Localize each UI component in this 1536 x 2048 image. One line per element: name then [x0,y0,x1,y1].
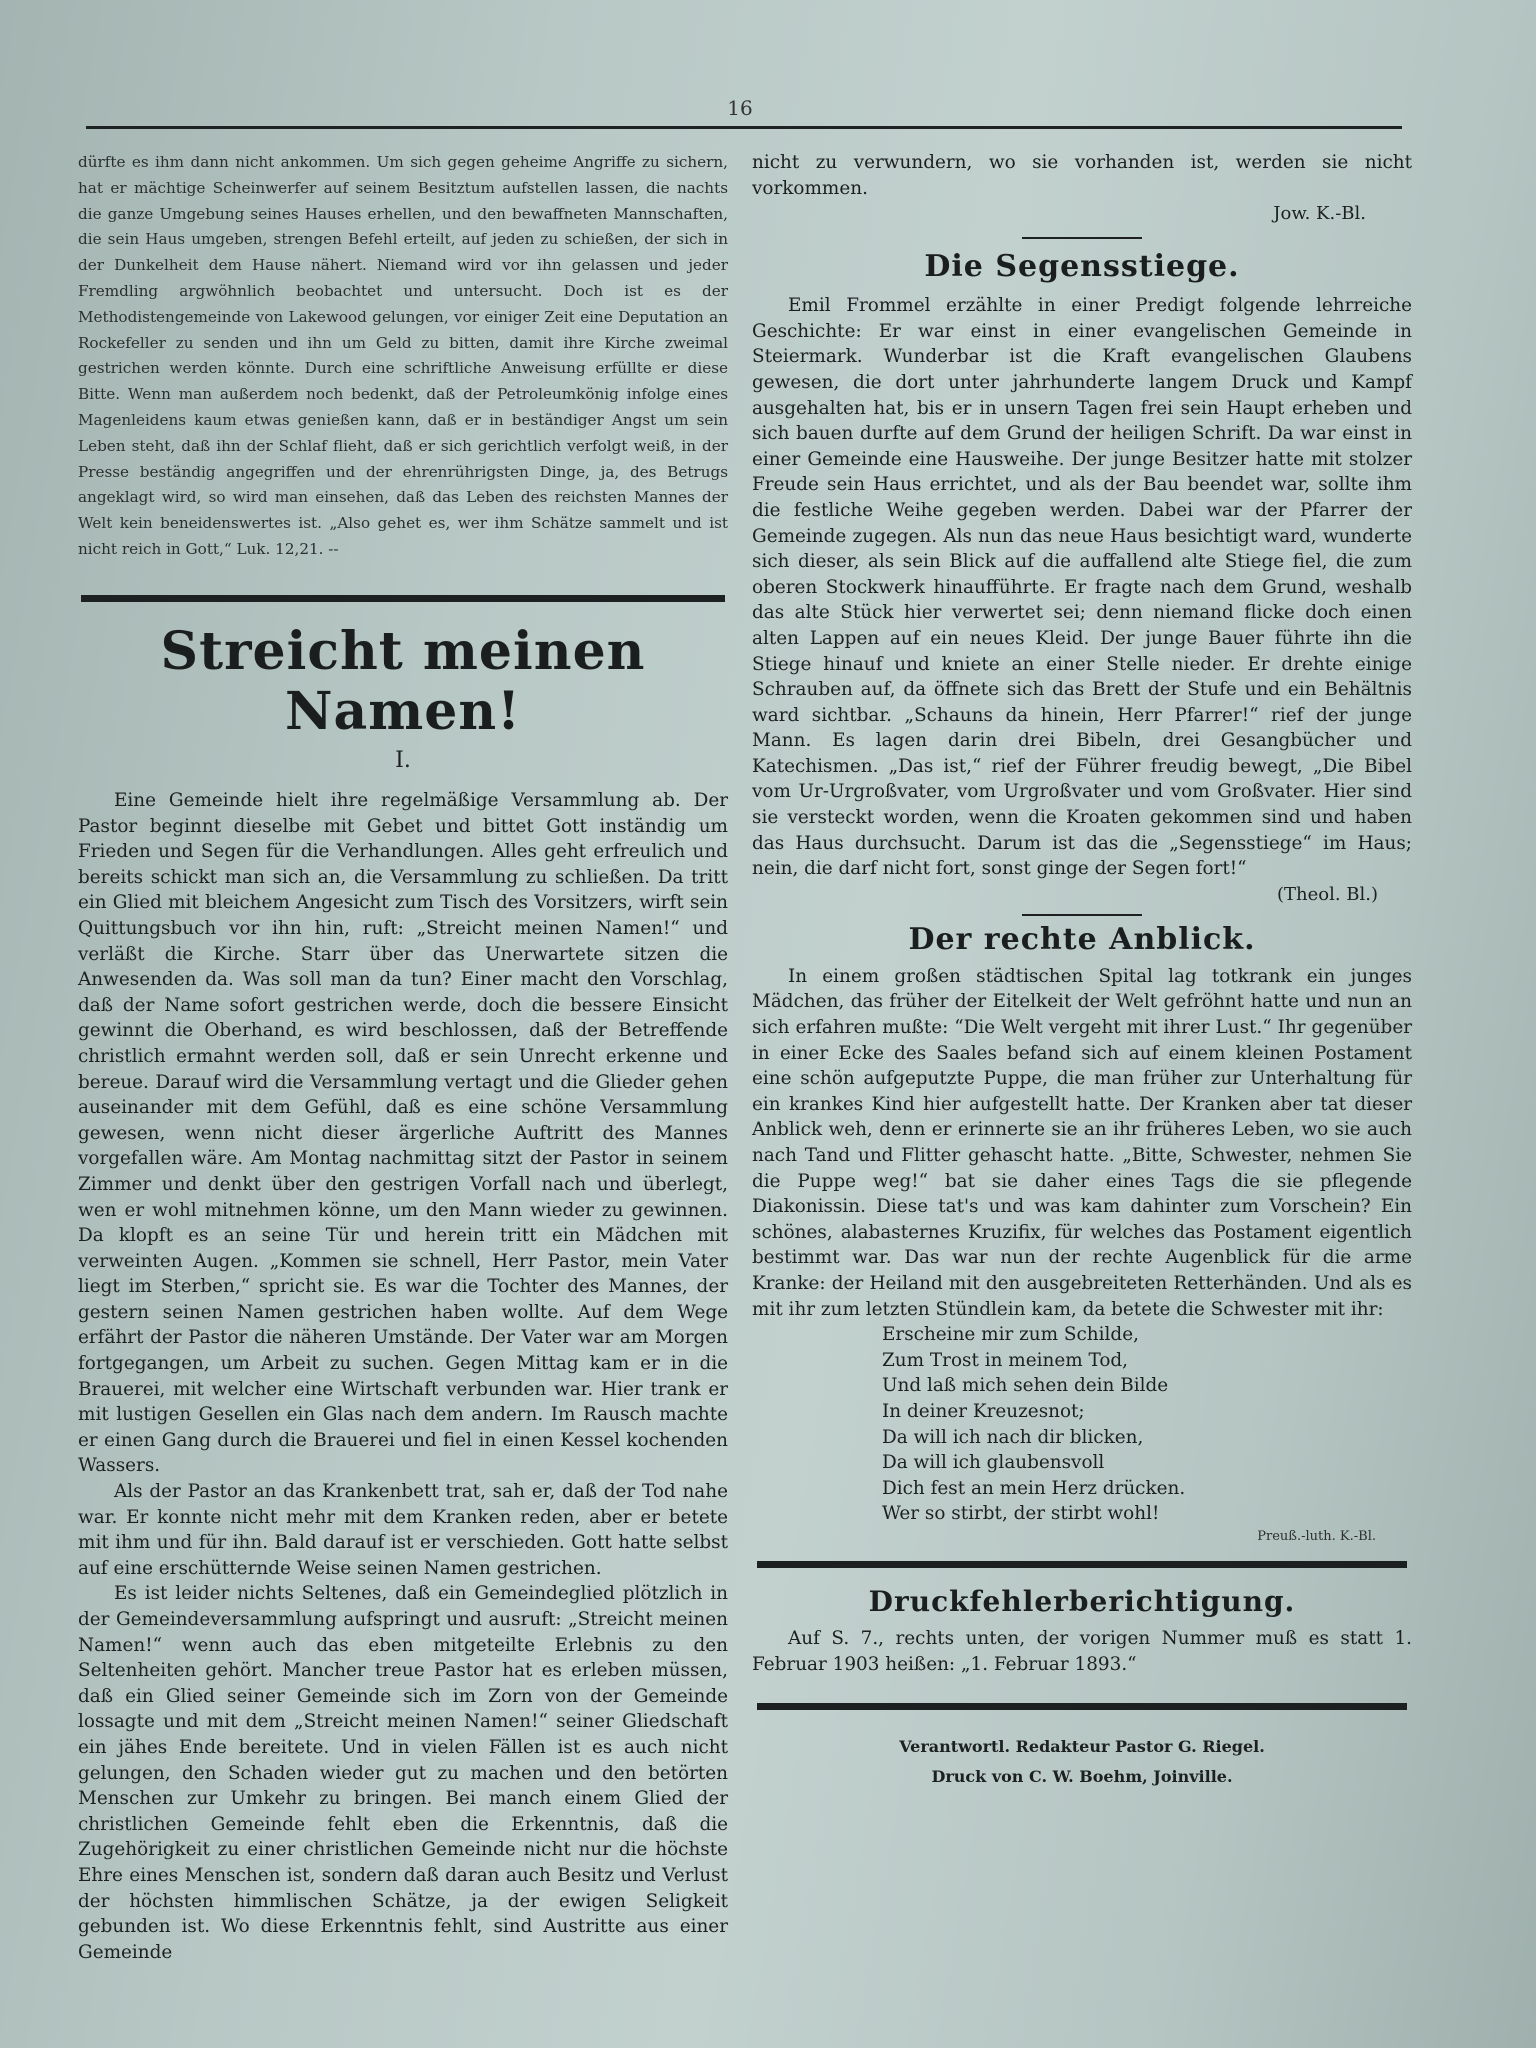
header-rule [86,126,1402,129]
ornament-rule [1022,914,1142,916]
article-text-segensstiege: Emil Frommel erzählte in einer Predigt folgende lehrreiche Geschichte: Er war einst in einer evangelischen Gemeinde in Steiermark. Wunderbar ist die Kraft evangelischen Glaubens gewesen, die dort unter jahrhunderte langem Druck und Kampf ausgehalten hat, bis er in unsern Tagen frei sein Haupt erheben und sich bauen durfte auf dem Grund der heiligen Schrift. Da war einst in einer Gemeinde eine Hausweihe. Der junge Besitzer hatte mit stolzer Freude sein Haus errichtet, und als der Bau beendet war, sollte ihm die festliche Weihe gegeben werden. Dabei war der Pfarrer der Gemeinde zugegen. Als nun das neue Haus besichtigt ward, wunderte sich dieser, als sein Blick auf die auffallend alte Stiege fiel, die zum oberen Stockwerk hinaufführte. Er fragte nach dem Grund, weshalb das alte Stück hier verwertet sei; denn niemand flicke doch einen alten Lappen auf ein neues Kleid. Der junge Bauer führte ihn die Stiege hinauf und kniete an einer Stelle nieder. Er drehte einige Schrauben auf, da öffnete sich das Brett der Stufe und ein Behältnis ward sichtbar. „Schauns da hinein, Herr Pfarrer!“ rief der junge Mann. Es lagen darin drei Bibeln, drei Gesangbücher und Katechismen. „Das ist,“ rief der Führer freudig bewegt, „Die Bibel vom Ur-Urgroßvater, vom Urgroßvater und vom Großvater. Hier sind sie versteckt worden, wenn die Kroaten gekommen sind und haben das Haus durchsucht. Darum ist das die „Segensstiege“ im Haus; nein, die darf nicht fort, sonst ginge der Segen fort!“ [752,295,1412,880]
article-paragraph: Eine Gemeinde hielt ihre regelmäßige Versammlung ab. Der Pastor beginnt dieselbe mit Gebet und bittet Gott inständig um Frieden und Segen für die Verhandlungen. Alles geht erfreulich und bereits schickt man sich an, die Versammlung zu schließen. Da tritt ein Glied mit bleichem Angesicht zum Tisch des Vorsitzers, wirft sein Quittungsbuch vor ihn hin, ruft: „Streicht meinen Namen!“ und verläßt die Kirche. Starr über das Unerwartete sitzen die Anwesenden da. Was soll man da tun? Einer macht den Vorschlag, daß der Name sofort gestrichen werde, doch die bessere Einsicht gewinnt die Oberhand, es wird beschlossen, daß der Betreffende christlich ermahnt werden soll, daß er sein Unrecht erkenne und bereue. Darauf wird die Versammlung vertagt und die Glieder gehen auseinander mit dem Gefühl, daß es eine schöne Versammlung gewesen, wenn nicht dieser ärgerliche Auftritt des Mannes vorgefallen wäre. Am Montag nachmittag sitzt der Pastor in seinem Zimmer und denkt über den gestrigen Vorfall nach und überlegt, wen er wohl mitnehmen könne, um den Mann wieder zu gewinnen. Da klopft es an seine Tür und herein tritt ein Mädchen mit verweinten Augen. „Kommen sie schnell, Herr Pastor, mein Vater liegt im Sterben,“ spricht sie. Es war die Tochter des Mannes, der gestern seinen Namen gestrichen haben wollte. Auf dem Wege erfährt der Pastor die näheren Umstände. Der Vater war am Morgen fortgegangen, um Arbeit zu suchen. Gegen Mittag kam er in die Brauerei, mit welcher eine Wirtschaft verbunden war. Hier trank er mit lustigen Gesellen ein Glas nach dem andern. Im Rausch machte er einen Gang durch die Brauerei und fiel in einen Kessel kochenden Wassers. [78,790,728,1477]
poem-line: Da will ich nach dir blicken, [882,1426,1144,1448]
poem-line: Erscheine mir zum Schilde, [882,1324,1139,1346]
poem-line: In deiner Kreuzesnot; [882,1400,1085,1422]
article-body [78,788,728,1965]
poem-line: Dich fest an mein Herz drücken. [882,1477,1186,1499]
right-column [752,150,1412,1792]
article-title-anblick: Der rechte Anblick. [908,921,1256,957]
article-attribution-anblick: Preuß.-luth. K.-Bl. [1257,1528,1376,1544]
continued-article-text: dürfte es ihm dann nicht ankommen. Um sich gegen geheime Angriffe zu sichern, hat er mächtige Scheinwerfer auf seinem Besitztum aufstellen lassen, die nachts die ganze Umgebung seines Hauses erhellen, und den bewaffneten Mannschaften, die sein Haus umgeben, strengen Befehl erteilt, auf jeden zu schießen, der sich in der Dunkelheit dem Hause nähert. Niemand wird vor ihn gelassen und jeder Fremdling argwöhnlich beobachtet und untersucht. Doch ist es der Methodistengemeinde von Lakewood gelungen, vor einiger Zeit eine Deputation an Rockefeller zu senden und ihn um Geld zu bitten, damit ihre Kirche zweimal gestrichen werden könnte. Durch eine schriftliche Anweisung erfüllte er diese Bitte. Wenn man außerdem noch bedenkt, daß der Petroleumkönig infolge eines Magenleidens kaum etwas genießen kann, daß er in beständiger Angst um sein Leben steht, daß ihn der Schlaf flieht, daß er sich gerichtlich verfolgt weiß, in der Presse beständig angegriffen und der ehrenrührigsten Dinge, ja, des Betrugs angeklagt wird, so wird man einsehen, daß das Leben des reichsten Mannes der Welt kein beneidenswertes ist. „Also gehet es, wer ihm Schätze sammelt und ist nicht reich in Gott,“ Luk. 12,21. -- [78,153,728,558]
poem [882,1322,1412,1527]
article-title-segensstiege: Die Segensstiege. [924,249,1240,285]
continued-attribution: Jow. K.-Bl. [1273,203,1366,225]
ornament-rule [1022,237,1142,239]
article-paragraph: Es ist leider nichts Seltenes, daß ein Gemeindeglied plötzlich in der Gemeindeversammlung aufspringt und ausruft: „Streicht meinen Namen!“ wenn auch das eben mitgeteilte Erlebnis zu den Seltenheiten gehört. Mancher treue Pastor hat es erleben müssen, daß ein Glied seiner Gemeinde sich im Zorn von der Gemeinde lossagte und mit dem „Streicht meinen Namen!“ seiner Gliedschaft ein jähes Ende bereitete. Und in vielen Fällen ist es auch nicht gelungen, den Schaden wieder gut zu machen und den betörten Menschen zur Umkehr zu bringen. Bei manch einem Glied der christlichen Gemeinde fehlt eben die Erkenntnis, daß die Zugehörigkeit zu einer christlichen Gemeinde nicht nur die höchste Ehre eines Menschen ist, sondern daß daran auch Besitz und Verlust der höchsten himmlischen Schätze, ja der ewigen Seligkeit gebunden ist. Wo diese Erkenntnis fehlt, sind Austritte aus einer Gemeinde [78,1583,728,1963]
editor-credit: Verantwortl. Redakteur Pastor G. Riegel. [899,1737,1265,1757]
continued-text-end: nicht zu verwundern, wo sie vorhanden ist, werden sie nicht vorkommen. [752,152,1412,199]
article-part-number: I. [395,748,411,773]
erratum-title: Druckfehlerberichtigung. [868,1584,1296,1618]
section-divider [757,1703,1407,1710]
erratum-text: Auf S. 7., rechts unten, der vorigen Nummer muß es statt 1. Februar 1903 heißen: „1. Februar 1893.“ [752,1627,1412,1675]
left-column [78,150,728,563]
printer-credit: Druck von C. W. Boehm, Joinville. [931,1767,1233,1787]
page-number: 16 [727,96,753,120]
credits [752,1732,1412,1792]
left-column-lower [78,595,728,1965]
poem-line: Da will ich glaubensvoll [882,1452,1105,1474]
article-text-anblick: In einem großen städtischen Spital lag totkrank ein junges Mädchen, das früher der Eitelkeit der Welt gefröhnt hatte und nun an sich erfahren mußte: “Die Welt vergeht mit ihrer Lust.“ Ihr gegenüber in einer Ecke des Saales befand sich auf einem kleinen Postament eine schön aufgeputzte Puppe, die man früher zur Unterhaltung für ein krankes Kind hier aufgestellt hatte. Der Kranken aber tat dieser Anblick weh, denn er erinnerte sie an ihr früheres Leben, wo sie auch nach Tand und Flitter gehascht hatte. „Bitte, Schwester, nehmen Sie die Puppe weg!“ bat sie daher eines Tags die sie pflegende Diakonissin. Diese tat's und was kam dahinter zum Vorschein? Ein schönes, alabasternes Kruzifix, für welches das Postament eigentlich bestimmt war. Das war nun der rechte Augenblick für die arme Kranke: der Heiland mit den ausgebreiteten Retterhänden. Und als es mit ihr zum letzten Stündlein kam, da betete die Schwester mit ihr: [752,965,1412,1320]
poem-line: Und laß mich sehen dein Bilde [882,1375,1169,1397]
section-divider [81,595,725,602]
section-divider [757,1561,1407,1568]
poem-line: Wer so stirbt, der stirbt wohl! [882,1503,1160,1525]
article-paragraph: Als der Pastor an das Krankenbett trat, sah er, daß der Tod nahe war. Er konnte nicht mehr mit dem Kranken reden, aber er betete mit ihm und für ihn. Bald darauf ist er verschieden. Gott hatte selbst auf eine erschütternde Weise seinen Namen gestrichen. [78,1481,728,1579]
article-attribution-segensstiege: (Theol. Bl.) [1276,883,1378,905]
poem-line: Zum Trost in meinem Tod, [882,1349,1129,1371]
article-title: Streicht meinen Namen! [160,621,646,742]
